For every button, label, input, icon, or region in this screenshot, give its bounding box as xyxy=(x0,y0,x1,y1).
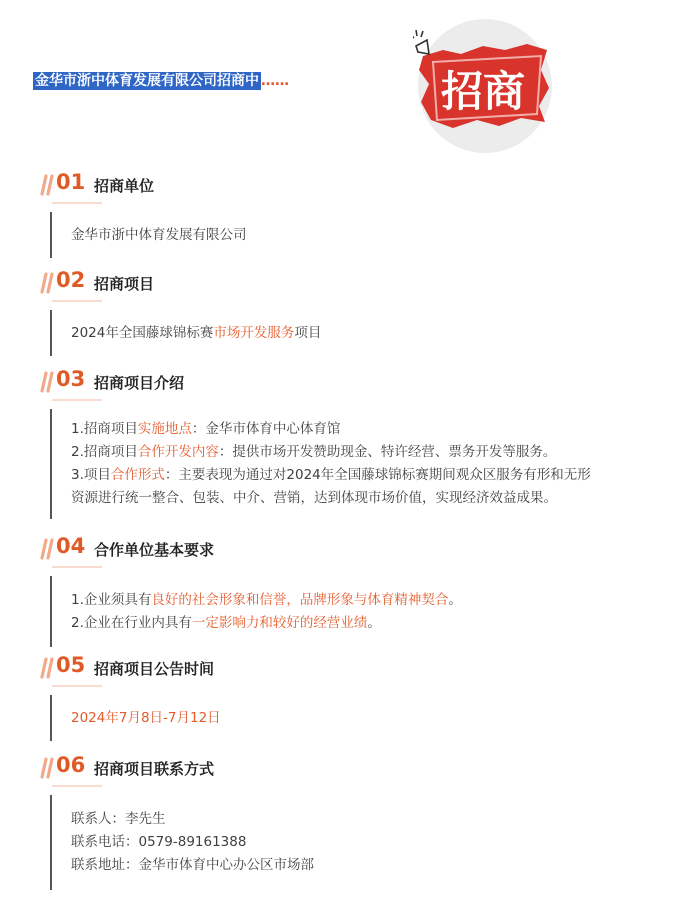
body-text: 。 xyxy=(448,591,462,608)
section-header xyxy=(38,755,678,783)
section-01 xyxy=(38,170,678,243)
body-text: 1.招商项目 xyxy=(71,421,138,437)
double-slash-icon xyxy=(38,174,54,196)
highlight-text: 一定影响力和较好的经营业绩 xyxy=(191,614,368,631)
double-slash-icon xyxy=(38,657,54,679)
double-slash-icon xyxy=(38,272,54,294)
body-line xyxy=(71,707,221,730)
section-number: 06 xyxy=(56,753,86,777)
section-number: 01 xyxy=(56,170,86,194)
body-line xyxy=(71,441,591,464)
section-04 xyxy=(38,534,678,631)
body-text: 3.项目 xyxy=(71,467,111,483)
double-slash-icon xyxy=(38,371,54,393)
number-underline xyxy=(52,399,102,401)
body-text: ：金华市体育中心体育馆 xyxy=(191,421,341,437)
section-03 xyxy=(38,367,678,506)
section-title: 招商单位 xyxy=(94,177,155,195)
highlight-text: 合作开发内容 xyxy=(137,444,219,460)
section-header xyxy=(38,369,678,397)
section-header xyxy=(38,270,678,298)
body-text: 2024年全国藤球锦标赛 xyxy=(71,324,214,341)
section-body xyxy=(50,409,591,519)
megaphone-icon xyxy=(413,30,429,54)
zhaoshang-logo xyxy=(413,10,553,155)
section-number: 03 xyxy=(56,367,86,391)
number-underline xyxy=(52,685,102,687)
body-line xyxy=(71,464,591,487)
highlight-text: 实施地点 xyxy=(137,421,192,437)
body-line xyxy=(71,589,462,612)
body-line xyxy=(71,487,591,510)
body-line xyxy=(71,808,314,831)
section-06 xyxy=(38,753,678,873)
body-text: 金华市浙中体育发展有限公司 xyxy=(71,226,247,243)
body-text: 项目 xyxy=(294,324,322,341)
body-line xyxy=(71,418,591,441)
body-line xyxy=(71,322,321,345)
double-slash-icon xyxy=(38,757,54,779)
section-body xyxy=(50,576,462,647)
section-title: 招商项目 xyxy=(94,275,155,293)
section-header xyxy=(38,172,678,200)
body-text: 2.企业在行业内具有 xyxy=(71,614,192,631)
body-line xyxy=(71,831,314,854)
number-underline xyxy=(52,202,102,204)
section-title: 合作单位基本要求 xyxy=(94,541,215,559)
logo-text: 招商 xyxy=(440,67,526,116)
body-text: ：提供市场开发赞助现金、特许经营、票务开发等服务。 xyxy=(218,444,557,460)
banner-title: 金华市浙中体育发展有限公司招商中 xyxy=(35,73,259,89)
number-underline xyxy=(52,785,102,787)
body-line xyxy=(71,612,462,635)
section-number: 02 xyxy=(56,268,86,292)
section-05 xyxy=(38,653,678,726)
body-text: 联系人：李先生 xyxy=(71,811,166,827)
section-title: 招商项目联系方式 xyxy=(94,760,215,778)
section-body xyxy=(50,795,314,890)
body-text: 联系电话：0579-89161388 xyxy=(71,834,247,850)
body-text: 1.企业须具有 xyxy=(71,591,152,608)
body-text: 资源进行统一整合、包装、中介、营销，达到体现市场价值，实现经济效益成果。 xyxy=(71,490,557,506)
body-text: 联系地址：金华市体育中心办公区市场部 xyxy=(71,857,314,873)
section-title: 招商项目介绍 xyxy=(94,374,185,392)
banner xyxy=(33,70,289,90)
section-body xyxy=(50,695,221,741)
highlight-text: 市场开发服务 xyxy=(213,324,295,341)
body-line xyxy=(71,854,314,877)
number-underline xyxy=(52,566,102,568)
section-number: 05 xyxy=(56,653,86,677)
section-header xyxy=(38,655,678,683)
body-text: ：主要表现为通过对2024年全国藤球锦标赛期间观众区服务有形和无形 xyxy=(164,467,591,483)
section-02 xyxy=(38,268,678,341)
highlight-text: 良好的社会形象和信誉，品牌形象与体育精神契合 xyxy=(151,591,449,608)
body-line xyxy=(71,224,247,247)
number-underline xyxy=(52,300,102,302)
body-text: 2.招商项目 xyxy=(71,444,138,460)
double-slash-icon xyxy=(38,538,54,560)
section-body xyxy=(50,212,247,258)
section-body xyxy=(50,310,321,356)
highlight-text: 2024年7月8日-7月12日 xyxy=(71,709,221,726)
section-title: 招商项目公告时间 xyxy=(94,660,215,678)
section-number: 04 xyxy=(56,534,86,558)
highlight-text: 合作形式 xyxy=(110,467,165,483)
body-text: 。 xyxy=(367,614,381,631)
banner-ellipsis: …… xyxy=(261,73,289,89)
section-header xyxy=(38,536,678,564)
